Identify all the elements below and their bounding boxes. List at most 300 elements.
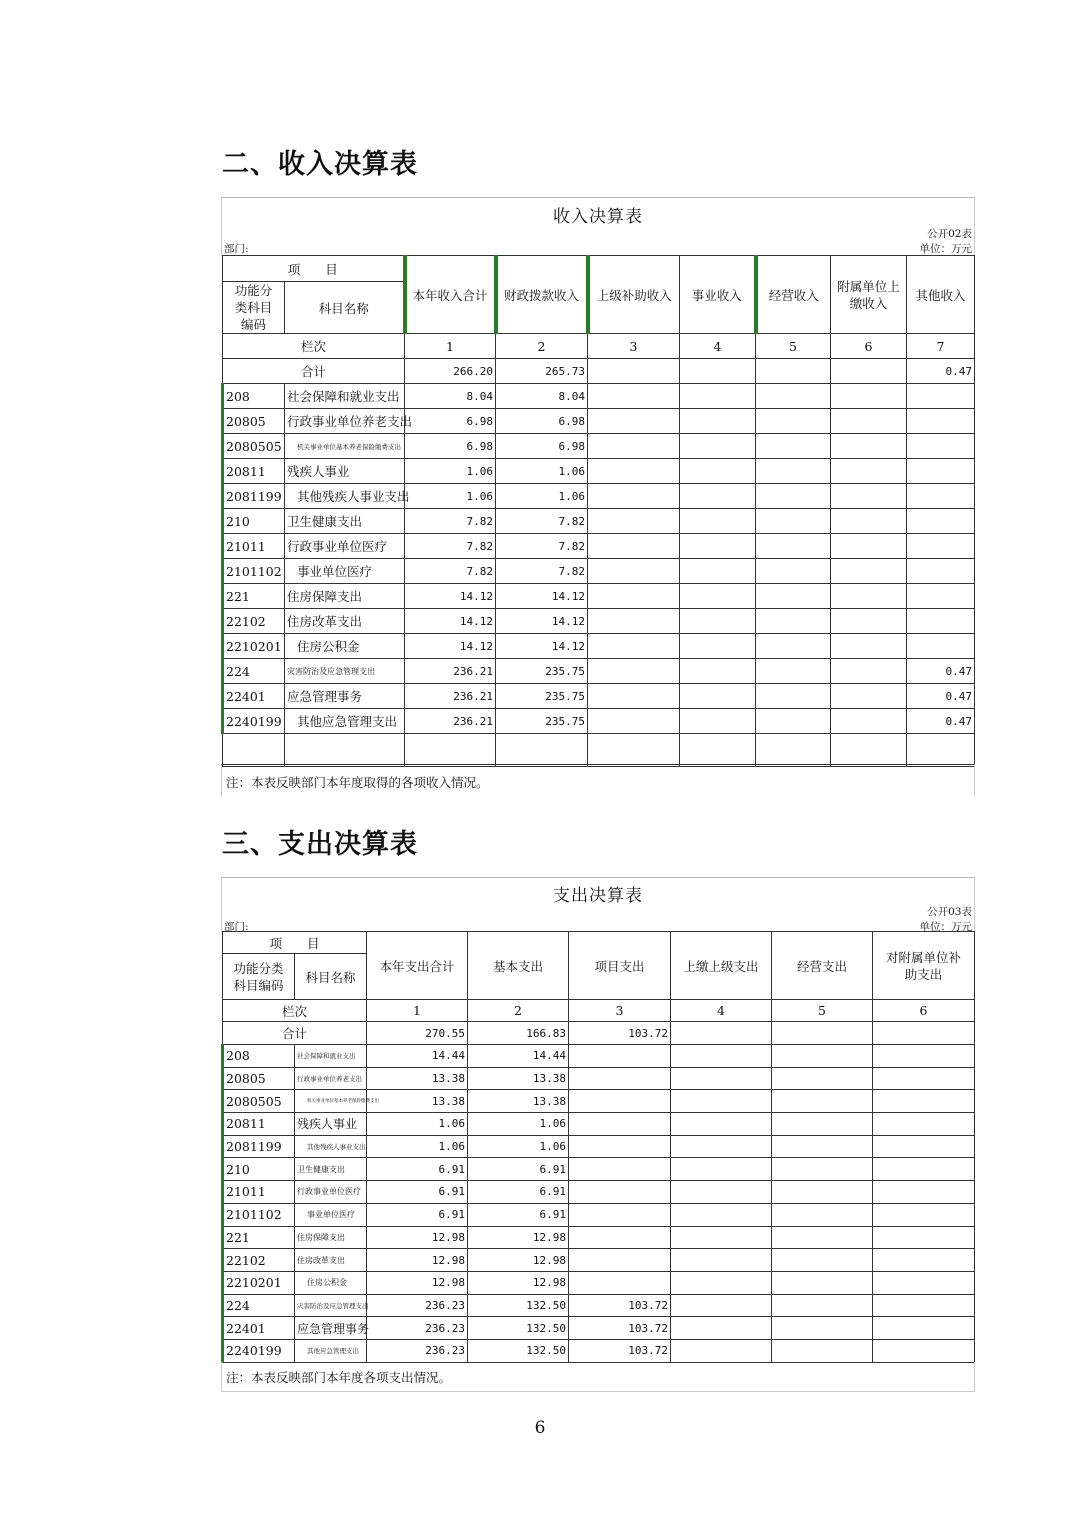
income-row-code: 22102	[223, 609, 285, 634]
income-table-row	[223, 584, 975, 609]
expense-row-value	[569, 1135, 671, 1158]
income-blank-cell	[405, 734, 496, 767]
income-lanci-cell: 1	[405, 334, 496, 359]
income-lanci-label: 栏次	[223, 334, 405, 359]
expense-row-value: 6.91	[468, 1158, 569, 1181]
income-row-value	[588, 559, 680, 584]
income-row-value	[907, 409, 975, 434]
income-form-code: 公开02表	[927, 228, 972, 240]
expense-row-value: 103.72	[569, 1339, 671, 1362]
expense-col-header: 上缴上级支出	[671, 932, 772, 1000]
income-row-name: 卫生健康支出	[285, 509, 405, 534]
income-row-value	[831, 609, 907, 634]
expense-row-value	[772, 1067, 873, 1090]
income-lanci-cell: 3	[588, 334, 680, 359]
income-row-value: 235.75	[496, 684, 588, 709]
income-col-header: 事业收入	[680, 256, 756, 334]
income-row-value: 14.12	[496, 584, 588, 609]
income-row-value	[831, 659, 907, 684]
expense-table-row	[223, 1317, 975, 1340]
income-row-name: 机关事业单位基本养老保险缴费支出	[285, 434, 405, 459]
expense-lanci-cell: 2	[468, 1000, 569, 1022]
income-row-name: 住房改革支出	[285, 609, 405, 634]
expense-row-name: 灾害防治及应急管理支出	[295, 1294, 367, 1317]
expense-row-name: 机关事业单位基本养老保险缴费支出	[295, 1090, 367, 1113]
income-table-row	[223, 509, 975, 534]
expense-row-name: 残疾人事业	[295, 1113, 367, 1136]
income-row-value	[588, 409, 680, 434]
income-row-value: 1.06	[405, 459, 496, 484]
income-project-header: 项 目	[223, 256, 405, 282]
expense-row-code: 2081199	[223, 1135, 295, 1158]
expense-total-cell: 103.72	[569, 1022, 671, 1045]
income-row-value: 7.82	[405, 534, 496, 559]
expense-table-row	[223, 1294, 975, 1317]
expense-row-value: 1.06	[367, 1135, 468, 1158]
income-row-value	[831, 634, 907, 659]
income-blank-cell	[907, 734, 975, 767]
expense-table-row	[223, 1181, 975, 1204]
expense-table-meta	[222, 904, 974, 934]
income-row-value	[907, 459, 975, 484]
income-row-value: 7.82	[496, 559, 588, 584]
income-row-value	[756, 609, 831, 634]
income-row-value	[907, 634, 975, 659]
expense-lanci-cell: 6	[873, 1000, 975, 1022]
income-row-code: 2080505	[223, 434, 285, 459]
income-row-value	[907, 434, 975, 459]
income-table-meta	[222, 226, 974, 256]
expense-table-row	[223, 1271, 975, 1294]
expense-total-row	[223, 1022, 975, 1045]
expense-row-value	[772, 1113, 873, 1136]
income-row-value: 1.06	[496, 459, 588, 484]
expense-row-value	[569, 1067, 671, 1090]
expense-row-value	[671, 1226, 772, 1249]
income-total-cell: 0.47	[907, 359, 975, 384]
income-row-name: 住房保障支出	[285, 584, 405, 609]
expense-row-value	[671, 1339, 772, 1362]
income-row-value: 0.47	[907, 709, 975, 734]
expense-table-row	[223, 1113, 975, 1136]
expense-section-heading: 三、支出决算表	[222, 829, 418, 860]
income-col-header: 附属单位上缴收入	[831, 256, 907, 334]
expense-row-value	[873, 1181, 975, 1204]
expense-row-value	[671, 1271, 772, 1294]
expense-table-row	[223, 1249, 975, 1272]
expense-row-value	[873, 1249, 975, 1272]
income-row-value: 14.12	[405, 609, 496, 634]
expense-row-value: 14.44	[468, 1045, 569, 1068]
income-row-code: 2081199	[223, 484, 285, 509]
expense-row-value	[873, 1203, 975, 1226]
income-row-value	[831, 509, 907, 534]
income-row-value	[831, 684, 907, 709]
income-row-value	[680, 709, 756, 734]
income-row-value	[907, 484, 975, 509]
income-row-value: 14.12	[405, 634, 496, 659]
expense-row-value	[671, 1045, 772, 1068]
expense-row-value: 1.06	[468, 1135, 569, 1158]
income-row-value: 6.98	[496, 409, 588, 434]
income-row-code: 2240199	[223, 709, 285, 734]
expense-table-row	[223, 1226, 975, 1249]
income-row-value	[680, 609, 756, 634]
income-row-value	[680, 384, 756, 409]
expense-lanci-label: 栏次	[223, 1000, 367, 1022]
income-row-value	[588, 509, 680, 534]
income-row-name: 社会保障和就业支出	[285, 384, 405, 409]
expense-table-caption-area	[221, 877, 975, 932]
income-row-value	[756, 484, 831, 509]
expense-row-name: 住房保障支出	[295, 1226, 367, 1249]
income-table-title: 收入决算表	[553, 207, 643, 227]
expense-col-header: 项目支出	[569, 932, 671, 1000]
expense-row-value: 236.23	[367, 1339, 468, 1362]
expense-row-value: 12.98	[367, 1271, 468, 1294]
expense-row-name: 其他残疾人事业支出	[295, 1135, 367, 1158]
expense-row-value: 12.98	[367, 1226, 468, 1249]
income-row-value	[831, 484, 907, 509]
income-row-value	[680, 634, 756, 659]
income-row-value: 8.04	[405, 384, 496, 409]
income-table-row	[223, 559, 975, 584]
expense-total-label: 合计	[223, 1022, 367, 1045]
income-row-code: 20805	[223, 409, 285, 434]
expense-row-value	[873, 1271, 975, 1294]
income-row-value	[680, 434, 756, 459]
income-row-name: 行政事业单位医疗	[285, 534, 405, 559]
expense-row-value: 12.98	[468, 1249, 569, 1272]
income-row-code: 20811	[223, 459, 285, 484]
expense-row-code: 20805	[223, 1067, 295, 1090]
expense-row-value	[671, 1203, 772, 1226]
income-row-name: 灾害防治及应急管理支出	[285, 659, 405, 684]
income-dept-label: 部门:	[224, 243, 249, 255]
expense-unit-label: 单位：万元	[919, 921, 972, 933]
expense-row-value: 13.38	[468, 1090, 569, 1113]
expense-row-value	[569, 1090, 671, 1113]
expense-row-value	[569, 1249, 671, 1272]
income-row-value	[680, 684, 756, 709]
expense-row-value	[873, 1135, 975, 1158]
expense-table-title: 支出决算表	[553, 886, 643, 906]
expense-table	[221, 931, 975, 1363]
expense-row-value	[671, 1294, 772, 1317]
income-total-cell	[756, 359, 831, 384]
income-row-value: 6.98	[496, 434, 588, 459]
income-row-code: 2101102	[223, 559, 285, 584]
income-total-row	[223, 359, 975, 384]
income-row-name: 行政事业单位养老支出	[285, 409, 405, 434]
income-row-value: 235.75	[496, 659, 588, 684]
income-row-code: 224	[223, 659, 285, 684]
expense-row-code: 221	[223, 1226, 295, 1249]
expense-row-value: 6.91	[367, 1181, 468, 1204]
expense-row-value: 6.91	[468, 1203, 569, 1226]
income-row-value	[588, 484, 680, 509]
income-row-value	[756, 534, 831, 559]
income-blank-cell	[588, 734, 680, 767]
expense-row-value: 1.06	[468, 1113, 569, 1136]
income-total-label: 合计	[223, 359, 405, 384]
income-row-name: 其他残疾人事业支出	[285, 484, 405, 509]
income-row-value	[831, 534, 907, 559]
expense-row-name: 住房公积金	[295, 1271, 367, 1294]
expense-row-value	[772, 1158, 873, 1181]
expense-row-value: 12.98	[367, 1249, 468, 1272]
expense-table-row	[223, 1135, 975, 1158]
income-total-cell: 266.20	[405, 359, 496, 384]
expense-col-header: 基本支出	[468, 932, 569, 1000]
income-row-value: 7.82	[405, 559, 496, 584]
expense-row-code: 210	[223, 1158, 295, 1181]
income-table	[221, 255, 975, 767]
expense-row-value	[873, 1045, 975, 1068]
income-row-code: 208	[223, 384, 285, 409]
expense-row-value	[772, 1226, 873, 1249]
income-row-code: 21011	[223, 534, 285, 559]
income-row-code: 22401	[223, 684, 285, 709]
expense-row-value	[671, 1135, 772, 1158]
expense-table-row	[223, 1203, 975, 1226]
expense-row-value	[772, 1339, 873, 1362]
expense-row-name: 卫生健康支出	[295, 1158, 367, 1181]
expense-row-value: 13.38	[367, 1067, 468, 1090]
expense-row-name: 社会保障和就业支出	[295, 1045, 367, 1068]
expense-row-value	[873, 1113, 975, 1136]
expense-dept-label: 部门:	[224, 921, 249, 933]
expense-row-value	[671, 1317, 772, 1340]
expense-row-value	[873, 1158, 975, 1181]
expense-row-value	[873, 1090, 975, 1113]
expense-table-row	[223, 1045, 975, 1068]
income-row-value	[756, 634, 831, 659]
income-row-value	[588, 709, 680, 734]
income-table-row	[223, 459, 975, 484]
income-lanci-cell: 4	[680, 334, 756, 359]
income-row-value	[756, 684, 831, 709]
expense-row-value	[569, 1113, 671, 1136]
income-lanci-cell: 2	[496, 334, 588, 359]
income-row-name: 应急管理事务	[285, 684, 405, 709]
income-total-cell	[588, 359, 680, 384]
income-row-value	[831, 384, 907, 409]
expense-row-value	[772, 1045, 873, 1068]
expense-row-value: 103.72	[569, 1317, 671, 1340]
income-total-cell: 265.73	[496, 359, 588, 384]
income-row-value	[756, 584, 831, 609]
page-number: 6	[534, 1418, 546, 1438]
income-table-row	[223, 709, 975, 734]
income-row-value	[756, 709, 831, 734]
expense-row-value: 132.50	[468, 1294, 569, 1317]
income-table-row	[223, 609, 975, 634]
expense-row-value: 13.38	[468, 1067, 569, 1090]
expense-row-value	[671, 1090, 772, 1113]
expense-row-code: 20811	[223, 1113, 295, 1136]
income-row-code: 210	[223, 509, 285, 534]
expense-lanci-cell: 1	[367, 1000, 468, 1022]
expense-row-name: 事业单位医疗	[295, 1203, 367, 1226]
income-row-name: 住房公积金	[285, 634, 405, 659]
income-col-header: 经营收入	[756, 256, 831, 334]
expense-row-code: 22401	[223, 1317, 295, 1340]
income-row-code: 2210201	[223, 634, 285, 659]
income-row-value	[588, 684, 680, 709]
expense-row-value	[873, 1317, 975, 1340]
income-row-value	[680, 559, 756, 584]
income-subject-name-header: 科目名称	[285, 282, 405, 334]
income-func-code-header: 功能分类科目编码	[223, 282, 285, 334]
expense-row-value	[569, 1158, 671, 1181]
expense-row-value	[569, 1271, 671, 1294]
income-section-heading: 二、收入决算表	[222, 149, 418, 180]
income-row-value: 236.21	[405, 659, 496, 684]
income-row-value	[907, 584, 975, 609]
expense-row-name: 应急管理事务	[295, 1317, 367, 1340]
income-row-value: 14.12	[496, 634, 588, 659]
income-row-name: 事业单位医疗	[285, 559, 405, 584]
income-row-value	[680, 659, 756, 684]
income-row-value	[831, 434, 907, 459]
income-row-value	[756, 434, 831, 459]
income-blank-cell	[285, 734, 405, 767]
income-row-value	[907, 384, 975, 409]
income-table-row	[223, 384, 975, 409]
expense-func-code-header: 功能分类科目编码	[223, 954, 295, 1000]
expense-table-row	[223, 1090, 975, 1113]
expense-subject-name-header: 科目名称	[295, 954, 367, 1000]
expense-row-code: 22102	[223, 1249, 295, 1272]
income-row-value	[680, 409, 756, 434]
expense-row-value: 6.91	[367, 1203, 468, 1226]
expense-row-value: 6.91	[468, 1181, 569, 1204]
income-blank-cell	[831, 734, 907, 767]
income-blank-cell	[223, 734, 285, 767]
income-lanci-cell: 6	[831, 334, 907, 359]
expense-row-value	[671, 1158, 772, 1181]
expense-col-header: 经营支出	[772, 932, 873, 1000]
income-row-value	[907, 509, 975, 534]
expense-lanci-cell: 5	[772, 1000, 873, 1022]
income-row-value	[588, 609, 680, 634]
income-col-header: 财政拨款收入	[496, 256, 588, 334]
income-row-value	[588, 659, 680, 684]
income-row-name: 残疾人事业	[285, 459, 405, 484]
expense-row-code: 2101102	[223, 1203, 295, 1226]
expense-total-cell: 270.55	[367, 1022, 468, 1045]
expense-total-cell	[772, 1022, 873, 1045]
income-row-value: 6.98	[405, 409, 496, 434]
income-row-value	[588, 434, 680, 459]
expense-row-code: 2080505	[223, 1090, 295, 1113]
expense-row-value: 6.91	[367, 1158, 468, 1181]
income-row-value	[831, 409, 907, 434]
expense-row-value	[772, 1090, 873, 1113]
income-row-value	[756, 459, 831, 484]
income-row-value: 0.47	[907, 659, 975, 684]
expense-row-code: 21011	[223, 1181, 295, 1204]
income-row-value: 14.12	[496, 609, 588, 634]
income-table-row	[223, 534, 975, 559]
expense-row-code: 224	[223, 1294, 295, 1317]
expense-row-name: 其他应急管理支出	[295, 1339, 367, 1362]
expense-row-value: 132.50	[468, 1339, 569, 1362]
expense-row-value	[671, 1113, 772, 1136]
expense-row-value	[569, 1181, 671, 1204]
income-row-value: 236.21	[405, 709, 496, 734]
expense-row-value	[569, 1203, 671, 1226]
income-note: 注：本表反映部门本年度取得的各项收入情况。	[221, 764, 975, 797]
expense-row-code: 2210201	[223, 1271, 295, 1294]
expense-lanci-cell: 3	[569, 1000, 671, 1022]
expense-row-value: 12.98	[468, 1226, 569, 1249]
income-row-value	[756, 384, 831, 409]
expense-row-value: 12.98	[468, 1271, 569, 1294]
income-row-code: 221	[223, 584, 285, 609]
income-row-value: 8.04	[496, 384, 588, 409]
income-row-value	[756, 409, 831, 434]
income-lanci-cell: 5	[756, 334, 831, 359]
income-row-value	[680, 484, 756, 509]
expense-form-code: 公开03表	[927, 906, 972, 918]
income-unit-label: 单位：万元	[919, 243, 972, 255]
expense-row-value	[569, 1045, 671, 1068]
expense-row-value	[873, 1339, 975, 1362]
income-col-header: 本年收入合计	[405, 256, 496, 334]
expense-row-value: 14.44	[367, 1045, 468, 1068]
income-row-value: 7.82	[405, 509, 496, 534]
expense-row-value: 132.50	[468, 1317, 569, 1340]
income-row-value: 235.75	[496, 709, 588, 734]
expense-note: 注：本表反映部门本年度各项支出情况。	[221, 1362, 975, 1392]
expense-row-value	[772, 1249, 873, 1272]
income-col-header: 其他收入	[907, 256, 975, 334]
expense-row-value	[772, 1294, 873, 1317]
expense-row-code: 2240199	[223, 1339, 295, 1362]
expense-row-name: 行政事业单位医疗	[295, 1181, 367, 1204]
income-table-row	[223, 684, 975, 709]
expense-row-name: 住房改革支出	[295, 1249, 367, 1272]
income-row-value	[756, 659, 831, 684]
income-row-value: 14.12	[405, 584, 496, 609]
income-row-value	[831, 584, 907, 609]
income-row-value	[831, 559, 907, 584]
income-table-row	[223, 434, 975, 459]
expense-col-header: 本年支出合计	[367, 932, 468, 1000]
expense-row-value	[772, 1271, 873, 1294]
expense-lanci-cell: 4	[671, 1000, 772, 1022]
income-row-name: 其他应急管理支出	[285, 709, 405, 734]
income-row-value	[680, 459, 756, 484]
income-table-row	[223, 634, 975, 659]
income-row-value	[756, 559, 831, 584]
income-row-value: 1.06	[496, 484, 588, 509]
income-row-value: 6.98	[405, 434, 496, 459]
expense-row-value: 236.23	[367, 1294, 468, 1317]
expense-project-header: 项 目	[223, 932, 367, 954]
income-row-value	[588, 534, 680, 559]
income-blank-row	[223, 734, 975, 767]
income-row-value	[588, 634, 680, 659]
income-blank-cell	[680, 734, 756, 767]
expense-row-value: 1.06	[367, 1113, 468, 1136]
income-row-value	[680, 534, 756, 559]
income-blank-cell	[496, 734, 588, 767]
income-row-value	[680, 509, 756, 534]
expense-row-value	[671, 1181, 772, 1204]
